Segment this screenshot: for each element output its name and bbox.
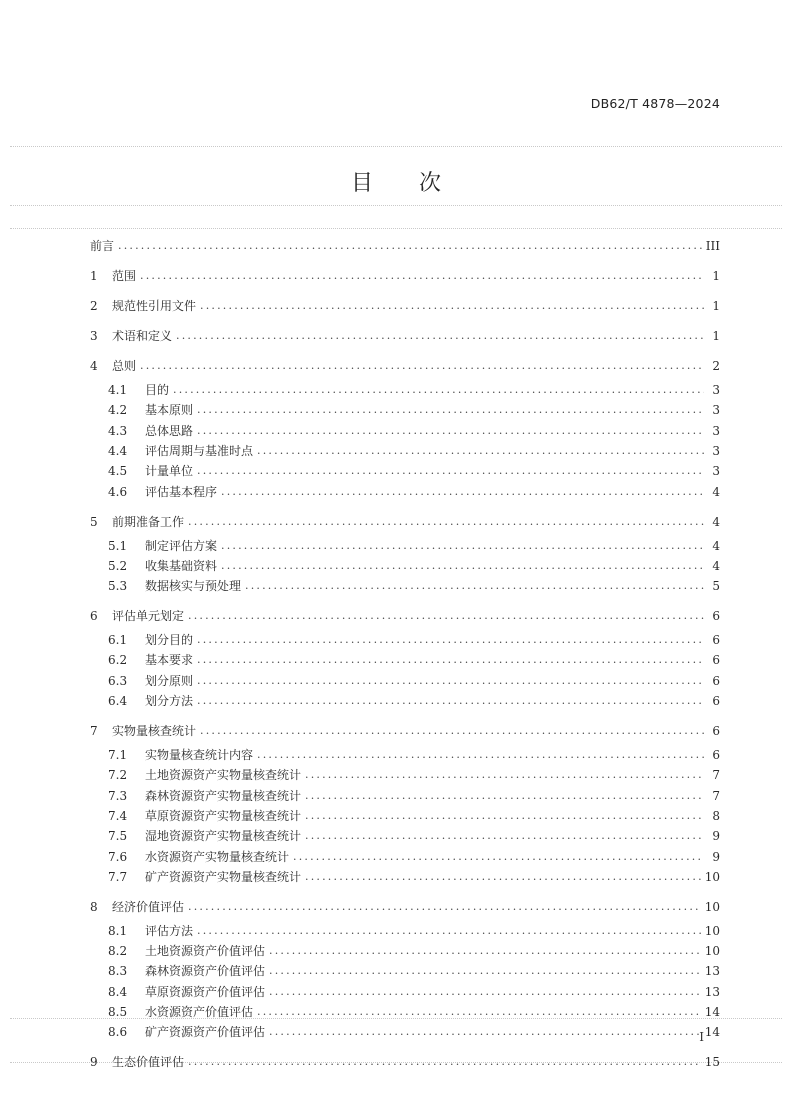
toc-subsection-entry[interactable] <box>108 869 720 885</box>
toc-leader-dots <box>305 808 704 824</box>
toc-subsection-entry[interactable] <box>108 1004 720 1020</box>
toc-entry-label: 划分目的 <box>145 633 194 648</box>
toc-leader-dots <box>305 828 704 844</box>
toc-subsection-entry[interactable] <box>108 808 720 824</box>
toc-entry-number: 8.3 <box>108 964 128 979</box>
toc-entry-label: 计量单位 <box>145 464 194 479</box>
toc-entry-page: 9 <box>712 829 720 844</box>
toc-entry-label: 基本要求 <box>145 653 194 668</box>
toc-entry-page: 4 <box>712 558 720 573</box>
toc-subsection-entry[interactable] <box>108 828 720 844</box>
toc-entry-label: 基本原则 <box>145 403 194 418</box>
toc-entry-number: 4.6 <box>108 484 128 499</box>
toc-entry-label: 矿产资源资产价值评估 <box>145 1025 266 1040</box>
toc-entry-number: 5.3 <box>108 579 128 594</box>
toc-entry-page: 7 <box>712 768 720 783</box>
toc-subsection-entry[interactable] <box>108 747 720 763</box>
toc-subsection-entry[interactable] <box>108 788 720 804</box>
toc-entry-page: 1 <box>712 269 720 283</box>
toc-entry-label: 评估单元划定 <box>112 609 185 624</box>
toc-entry-number: 7.5 <box>108 829 128 844</box>
toc-entry-label: 土地资源资产实物量核查统计 <box>145 768 302 783</box>
toc-entry-label: 草原资源资产实物量核查统计 <box>145 808 302 823</box>
toc-entry-label: 草原资源资产价值评估 <box>145 984 266 999</box>
toc-entry-number: 6.3 <box>108 673 128 688</box>
toc-entry-number: 8.6 <box>108 1025 128 1040</box>
title-char: 次 <box>419 171 442 196</box>
toc-leader-dots <box>269 943 701 959</box>
toc-leader-dots <box>197 693 704 709</box>
toc-entry-number: 6.1 <box>108 633 128 648</box>
toc-subsection-entry[interactable] <box>108 443 720 459</box>
toc-subsection-entry[interactable] <box>108 943 720 959</box>
toc-subsection-entry[interactable] <box>108 923 720 939</box>
toc-leader-dots <box>305 767 704 783</box>
toc-entry-page: 10 <box>704 944 720 959</box>
toc-leader-dots <box>188 514 704 530</box>
toc-leader-dots <box>200 723 704 739</box>
toc-leader-dots <box>197 652 704 668</box>
toc-leader-dots <box>293 849 704 865</box>
toc-entry-page: 10 <box>704 899 720 914</box>
toc-subsection-entry[interactable] <box>108 963 720 979</box>
toc-entry-number: 4.2 <box>108 403 128 418</box>
toc-entry-number: 5 <box>90 514 98 529</box>
toc-section-entry[interactable] <box>90 358 720 374</box>
toc-subsection-entry[interactable] <box>108 402 720 418</box>
toc-entry-page: 3 <box>712 423 720 438</box>
toc-entry-label: 规范性引用文件 <box>112 299 197 313</box>
toc-entry-label: 评估周期与基准时点 <box>145 443 254 458</box>
toc-entry-label: 划分原则 <box>145 673 194 688</box>
toc-entry-page: 6 <box>712 653 720 668</box>
toc-entry-page: 1 <box>712 299 720 313</box>
toc-subsection-entry[interactable] <box>108 578 720 594</box>
toc-leader-dots <box>269 963 701 979</box>
toc-entry-label: 生态价值评估 <box>112 1055 185 1070</box>
toc-leader-dots <box>200 298 704 314</box>
toc-leader-dots <box>140 268 704 284</box>
toc-leader-dots <box>257 443 704 459</box>
divider <box>10 205 782 206</box>
toc-subsection-entry[interactable] <box>108 632 720 648</box>
toc-leader-dots <box>188 1054 701 1070</box>
toc-entry-label: 矿产资源资产实物量核查统计 <box>145 869 302 884</box>
toc-entry-page: 6 <box>712 724 720 738</box>
toc-entry-number: 5.1 <box>108 538 128 553</box>
toc-entry-label: 森林资源资产实物量核查统计 <box>145 788 302 803</box>
page-title <box>0 166 792 197</box>
toc-entry-page: 2 <box>712 359 720 373</box>
toc-entry-label: 湿地资源资产实物量核查统计 <box>145 829 302 844</box>
toc-leader-dots <box>197 463 704 479</box>
toc-entry-label: 前期准备工作 <box>112 514 185 529</box>
toc-entry-page: 3 <box>712 443 720 458</box>
toc-leader-dots <box>257 1004 701 1020</box>
toc-entry-label: 经济价值评估 <box>112 899 185 914</box>
toc-subsection-entry[interactable] <box>108 673 720 689</box>
toc-leader-dots <box>245 578 704 594</box>
toc-subsection-entry[interactable] <box>108 538 720 554</box>
toc-entry-number: 7.3 <box>108 788 128 803</box>
toc-entry-number: 4.3 <box>108 423 128 438</box>
toc-entry-page: 8 <box>712 808 720 823</box>
divider <box>10 228 782 229</box>
page-number: I <box>699 1030 704 1044</box>
toc-leader-dots <box>305 869 701 885</box>
toc-entry-page: 4 <box>712 484 720 499</box>
toc-entry-page: 4 <box>712 514 720 529</box>
toc-entry-label: 总体思路 <box>145 423 194 438</box>
toc-entry-page: 6 <box>712 633 720 648</box>
toc-entry-page: 14 <box>704 1005 720 1019</box>
toc-leader-dots <box>140 358 704 374</box>
toc-section-entry[interactable] <box>90 268 720 284</box>
toc-entry-label: 总则 <box>112 359 137 373</box>
toc-entry-label: 水资源资产实物量核查统计 <box>145 849 290 864</box>
toc-entry-label: 收集基础资料 <box>145 558 218 573</box>
toc-entry-page: 1 <box>712 329 720 343</box>
toc-subsection-entry[interactable] <box>108 652 720 668</box>
toc-subsection-entry[interactable] <box>108 849 720 865</box>
toc-subsection-entry[interactable] <box>108 484 720 500</box>
toc-leader-dots <box>197 402 704 418</box>
toc-entry-label: 制定评估方案 <box>145 538 218 553</box>
toc-entry-number: 8.5 <box>108 1005 128 1019</box>
toc-entry-number: 8 <box>90 899 98 914</box>
toc-entry-number: 4.5 <box>108 464 128 479</box>
toc-entry-page: 6 <box>712 673 720 688</box>
toc-entry-number: 8.4 <box>108 984 128 999</box>
toc-entry-number: 9 <box>90 1055 98 1070</box>
toc-entry-label: 数据核实与预处理 <box>145 579 242 594</box>
toc-subsection-entry[interactable] <box>108 693 720 709</box>
toc-entry-label: 评估方法 <box>145 923 194 938</box>
toc-entry-number: 6.2 <box>108 653 128 668</box>
toc-entry-number: 4.1 <box>108 383 128 397</box>
toc-entry-page: 13 <box>704 964 720 979</box>
toc-entry-number: 6 <box>90 609 98 624</box>
toc-entry-page: 3 <box>712 383 720 397</box>
toc-leader-dots <box>176 328 704 344</box>
toc-subsection-entry[interactable] <box>108 382 720 398</box>
toc-entry-page: 4 <box>712 538 720 553</box>
toc-leader-dots <box>188 608 704 624</box>
toc-entry-label: 森林资源资产价值评估 <box>145 964 266 979</box>
toc-entry-number: 6.4 <box>108 694 128 708</box>
toc-entry-page: 6 <box>712 694 720 708</box>
toc-leader-dots <box>197 423 704 439</box>
toc-entry-page: 3 <box>712 403 720 418</box>
toc-leader-dots <box>305 788 704 804</box>
toc-entry-page: 13 <box>704 984 720 999</box>
document-code: DB62/T 4878—2024 <box>590 96 720 111</box>
toc-leader-dots <box>269 984 701 1000</box>
toc-entry-number: 7.6 <box>108 849 128 864</box>
toc-entry-page: 14 <box>704 1025 720 1040</box>
toc-leader-dots <box>197 673 704 689</box>
toc-entry-number: 7.7 <box>108 869 128 884</box>
title-char: 目 <box>350 171 373 196</box>
toc-leader-dots <box>221 538 704 554</box>
toc-entry-number: 7.2 <box>108 768 128 783</box>
toc-subsection-entry[interactable] <box>108 558 720 574</box>
toc-entry-number: 4.4 <box>108 443 128 458</box>
toc-entry-label: 土地资源资产价值评估 <box>145 944 266 959</box>
toc-section-entry[interactable] <box>90 899 720 915</box>
toc-entry-number: 1 <box>90 269 98 283</box>
toc-entry-page: 15 <box>704 1055 720 1070</box>
toc-entry-label: 实物量核查统计内容 <box>145 748 254 762</box>
toc-entry-page: 10 <box>704 923 720 938</box>
toc-entry-label: 术语和定义 <box>112 329 173 343</box>
toc-section-entry[interactable] <box>90 514 720 530</box>
toc-section-entry[interactable] <box>90 608 720 624</box>
toc-section-entry[interactable] <box>90 328 720 344</box>
toc-entry-page: 6 <box>712 748 720 762</box>
toc-entry-label: 前言 <box>90 239 115 253</box>
toc-leader-dots <box>269 1024 701 1040</box>
divider <box>10 146 782 147</box>
toc-subsection-entry[interactable] <box>108 423 720 439</box>
toc-subsection-entry[interactable] <box>108 984 720 1000</box>
toc-entry-label: 水资源资产价值评估 <box>145 1005 254 1019</box>
toc-entry-label: 实物量核查统计 <box>112 724 197 738</box>
toc-entry-page: 10 <box>704 869 720 884</box>
toc-entry-page: 6 <box>712 609 720 624</box>
toc-entry-number: 8.2 <box>108 944 128 959</box>
toc-section-entry[interactable] <box>90 723 720 739</box>
toc-subsection-entry[interactable] <box>108 463 720 479</box>
toc-entry-label: 评估基本程序 <box>145 484 218 499</box>
toc-entry-page: 7 <box>712 788 720 803</box>
toc-entry-page: 5 <box>712 579 720 594</box>
toc-entry-number: 4 <box>90 359 98 373</box>
toc-section-entry[interactable] <box>90 238 720 254</box>
toc-entry-number: 5.2 <box>108 558 128 573</box>
toc-entry-number: 2 <box>90 299 98 313</box>
toc-leader-dots <box>221 558 704 574</box>
toc-entry-number: 8.1 <box>108 923 128 938</box>
toc-section-entry[interactable] <box>90 298 720 314</box>
toc-section-entry[interactable] <box>90 1054 720 1070</box>
toc-leader-dots <box>188 899 701 915</box>
toc-entry-label: 范围 <box>112 269 137 283</box>
toc-entry-page: 9 <box>712 849 720 864</box>
toc-entry-page: 3 <box>712 464 720 479</box>
toc-entry-number: 7.4 <box>108 808 128 823</box>
toc-entry-number: 3 <box>90 329 98 343</box>
toc-leader-dots <box>173 382 704 398</box>
toc-leader-dots <box>197 632 704 648</box>
toc-entry-label: 目的 <box>145 383 170 397</box>
toc-leader-dots <box>118 238 702 254</box>
toc-subsection-entry[interactable] <box>108 767 720 783</box>
toc-leader-dots <box>197 923 701 939</box>
toc-entry-number: 7 <box>90 724 98 738</box>
toc-entry-number: 7.1 <box>108 748 128 762</box>
toc-entry-page: III <box>705 239 720 253</box>
toc-subsection-entry[interactable] <box>108 1024 720 1040</box>
toc-leader-dots <box>257 747 704 763</box>
toc-entry-label: 划分方法 <box>145 694 194 708</box>
toc-leader-dots <box>221 484 704 500</box>
